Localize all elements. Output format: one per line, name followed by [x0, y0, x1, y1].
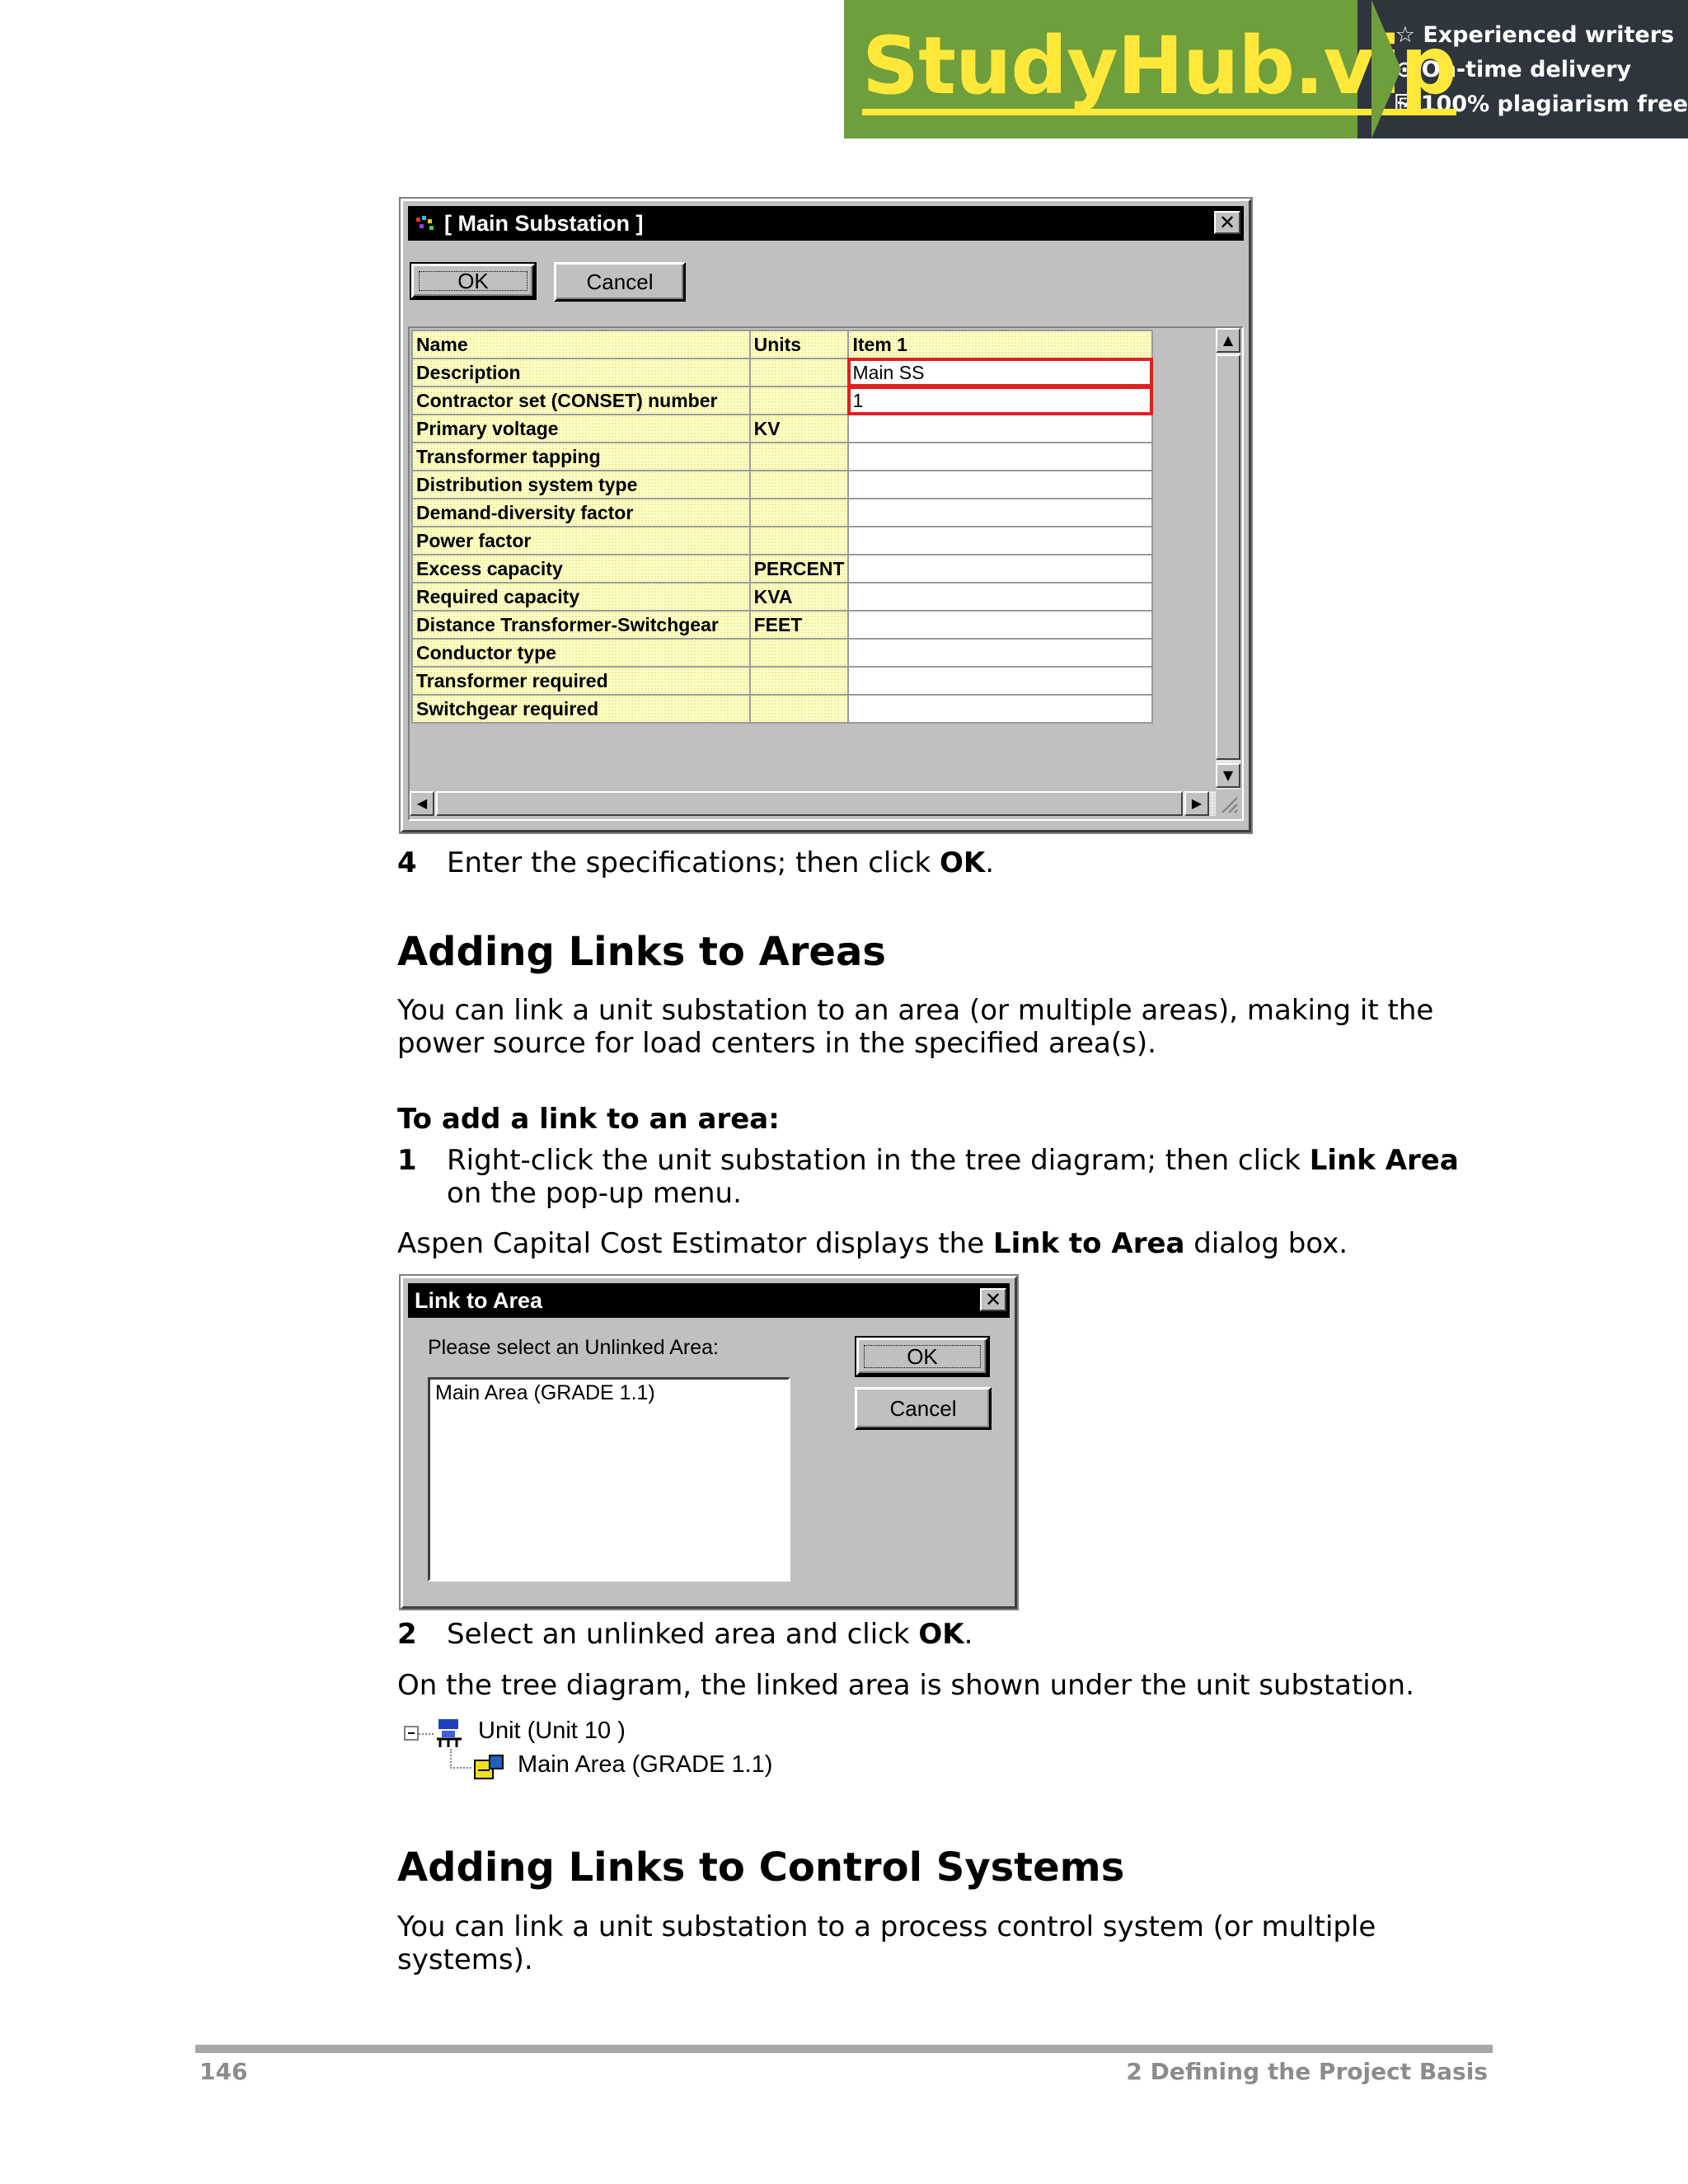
section-heading: Adding Links to Control Systems	[397, 1844, 1125, 1891]
row-value-field[interactable]	[848, 695, 1152, 723]
tree-connector	[450, 1767, 471, 1769]
row-units: KV	[750, 415, 849, 443]
list-item[interactable]: Main Area (GRADE 1.1)	[435, 1381, 655, 1404]
list-prompt: Please select an Unlinked Area:	[428, 1336, 719, 1359]
cancel-button-label: Cancel	[586, 269, 654, 294]
dialog-titlebar	[408, 1283, 1010, 1318]
area-icon	[473, 1752, 506, 1782]
arrow-down-icon: ▼	[1222, 767, 1234, 783]
step-text-part: Enter the specifications; then click	[447, 846, 940, 879]
collapse-toggle[interactable]	[404, 1726, 419, 1741]
table-row	[412, 527, 1152, 555]
row-name: Distance Transformer-Switchgear	[412, 611, 750, 639]
grid-header-name: Name	[412, 330, 750, 359]
ok-button[interactable]	[411, 264, 535, 298]
promo-banner[interactable]	[844, 0, 1688, 138]
tree-node-unit[interactable]: Unit (Unit 10 )	[478, 1718, 626, 1744]
focus-rect	[419, 271, 528, 291]
close-icon: ✕	[1218, 211, 1236, 234]
table-row	[412, 695, 1152, 723]
row-units	[750, 695, 849, 723]
cancel-button-label: Cancel	[889, 1396, 957, 1421]
link-to-area-dialog	[401, 1276, 1017, 1609]
row-units	[750, 471, 849, 499]
step-text-part: .	[964, 1618, 973, 1651]
conset-field[interactable]: 1	[848, 387, 1152, 415]
scroll-up-button[interactable]	[1216, 328, 1240, 353]
step-number: 4	[397, 846, 417, 879]
cancel-button[interactable]	[855, 1387, 992, 1430]
procedure-title: To add a link to an area:	[397, 1103, 780, 1136]
table-row	[412, 583, 1152, 611]
arrow-right-icon: ▶	[1191, 795, 1203, 811]
table-row	[412, 359, 1152, 387]
row-name: Excess capacity	[412, 555, 750, 583]
unlinked-area-list[interactable]	[428, 1377, 790, 1582]
close-button[interactable]	[980, 1288, 1006, 1311]
row-value-field[interactable]	[848, 471, 1152, 499]
scroll-left-button[interactable]	[410, 791, 434, 816]
grid-header-row	[412, 330, 1152, 359]
vertical-scroll-thumb[interactable]	[1216, 354, 1240, 760]
row-value-field[interactable]	[848, 499, 1152, 527]
row-value-field[interactable]	[848, 583, 1152, 611]
row-value-field[interactable]	[848, 639, 1152, 667]
scroll-down-button[interactable]	[1216, 763, 1240, 788]
row-name: Switchgear required	[412, 695, 750, 723]
row-value-field[interactable]	[848, 443, 1152, 471]
step-bold: OK	[940, 846, 986, 879]
row-units	[750, 387, 849, 415]
section-paragraph: You can link a unit substation to a process control system (or multiple systems).	[397, 1910, 1376, 1976]
ok-button-label: OK	[457, 269, 489, 293]
step-bold: OK	[918, 1618, 964, 1651]
row-units	[750, 667, 849, 695]
size-grip[interactable]	[1216, 791, 1240, 816]
banner-arrow-shape	[1372, 0, 1401, 138]
intro-bold: Link to Area	[992, 1227, 1185, 1260]
step-text-part: Right-click the unit substation in the tree diagram; then click	[447, 1144, 1310, 1177]
step-text-part: on the pop-up menu.	[447, 1177, 742, 1210]
row-units: KVA	[750, 583, 849, 611]
tree-connector	[450, 1749, 452, 1769]
spec-grid-pane	[408, 326, 1244, 821]
row-value-field[interactable]	[848, 555, 1152, 583]
row-units	[750, 443, 849, 471]
row-name: Transformer tapping	[412, 443, 750, 471]
close-button[interactable]	[1214, 211, 1240, 234]
tree-connector	[419, 1733, 434, 1735]
row-name: Required capacity	[412, 583, 750, 611]
row-value-field[interactable]	[848, 415, 1152, 443]
table-row	[412, 443, 1152, 471]
intro-text-part: Aspen Capital Cost Estimator displays the	[397, 1227, 993, 1260]
row-units: PERCENT	[750, 555, 849, 583]
dialog-intro	[397, 1227, 1348, 1260]
arrow-left-icon: ◀	[416, 795, 428, 811]
step-text	[447, 846, 994, 879]
row-name: Primary voltage	[412, 415, 750, 443]
banner-feature: ⎘ 100% plagiarism free	[1395, 91, 1688, 117]
step-text-part: .	[985, 846, 995, 879]
row-name: Transformer required	[412, 667, 750, 695]
footer-rule	[195, 2045, 1493, 2053]
substation-icon	[434, 1718, 465, 1749]
row-units	[750, 639, 849, 667]
spec-grid	[411, 330, 1153, 724]
banner-feature: ☆ Experienced writers	[1395, 22, 1675, 48]
row-name: Demand-diversity factor	[412, 499, 750, 527]
row-name: Description	[412, 359, 750, 387]
tree-node-area[interactable]: Main Area (GRADE 1.1)	[518, 1751, 773, 1778]
row-value-field[interactable]	[848, 611, 1152, 639]
banner-logo-text: StudyHub.vip	[862, 23, 1456, 115]
row-units: FEET	[750, 611, 849, 639]
row-value-field[interactable]	[848, 667, 1152, 695]
row-name: Contractor set (CONSET) number	[412, 387, 750, 415]
section-paragraph: You can link a unit substation to an area (or multiple areas), making it the power source for load centers in the specified area(s).	[397, 994, 1434, 1060]
size-grip-icon	[1216, 791, 1240, 816]
section-heading: Adding Links to Areas	[397, 929, 886, 975]
step-text	[447, 1618, 973, 1651]
row-units	[750, 527, 849, 555]
row-name: Power factor	[412, 527, 750, 555]
step-number: 1	[397, 1144, 417, 1177]
intro-text-part: dialog box.	[1184, 1227, 1348, 1260]
main-substation-dialog	[401, 199, 1251, 832]
table-row	[412, 499, 1152, 527]
dialog-title: [ Main Substation ]	[444, 210, 644, 236]
row-value-field[interactable]	[848, 527, 1152, 555]
step-text	[447, 1144, 1493, 1210]
cancel-button[interactable]	[554, 262, 686, 302]
banner-feature: ⊙ On-time delivery	[1395, 57, 1632, 82]
close-icon: ✕	[984, 1288, 1002, 1311]
page-number: 146	[199, 2058, 248, 2085]
row-units	[750, 499, 849, 527]
row-name: Distribution system type	[412, 471, 750, 499]
row-units	[750, 359, 849, 387]
step-1	[397, 1144, 1493, 1212]
horizontal-scroll-thumb[interactable]	[436, 791, 1183, 816]
ok-button[interactable]	[856, 1338, 988, 1376]
description-field[interactable]: Main SS	[848, 359, 1152, 387]
step-text-part: Select an unlinked area and click	[447, 1618, 919, 1651]
dialog-title: Link to Area	[415, 1287, 543, 1313]
dialog-titlebar	[408, 206, 1244, 241]
arrow-up-icon: ▲	[1222, 332, 1234, 348]
grid-header-units: Units	[750, 330, 849, 359]
tree-note: On the tree diagram, the linked area is shown under the unit substation.	[397, 1669, 1414, 1702]
app-icon	[415, 213, 439, 234]
step-number: 2	[397, 1618, 417, 1651]
table-row	[412, 387, 1152, 415]
table-row	[412, 639, 1152, 667]
grid-header-item: Item 1	[848, 330, 1152, 359]
step-bold: Link Area	[1309, 1144, 1459, 1177]
table-row	[412, 415, 1152, 443]
table-row	[412, 471, 1152, 499]
chapter-title: 2 Defining the Project Basis	[1126, 2058, 1488, 2085]
table-row	[412, 667, 1152, 695]
table-row	[412, 611, 1152, 639]
banner-logo	[844, 0, 1456, 138]
row-name: Conductor type	[412, 639, 750, 667]
focus-rect	[864, 1345, 981, 1368]
tree-diagram	[401, 1716, 813, 1782]
ok-button-label: OK	[907, 1344, 938, 1369]
table-row	[412, 555, 1152, 583]
scroll-right-button[interactable]	[1184, 791, 1209, 816]
